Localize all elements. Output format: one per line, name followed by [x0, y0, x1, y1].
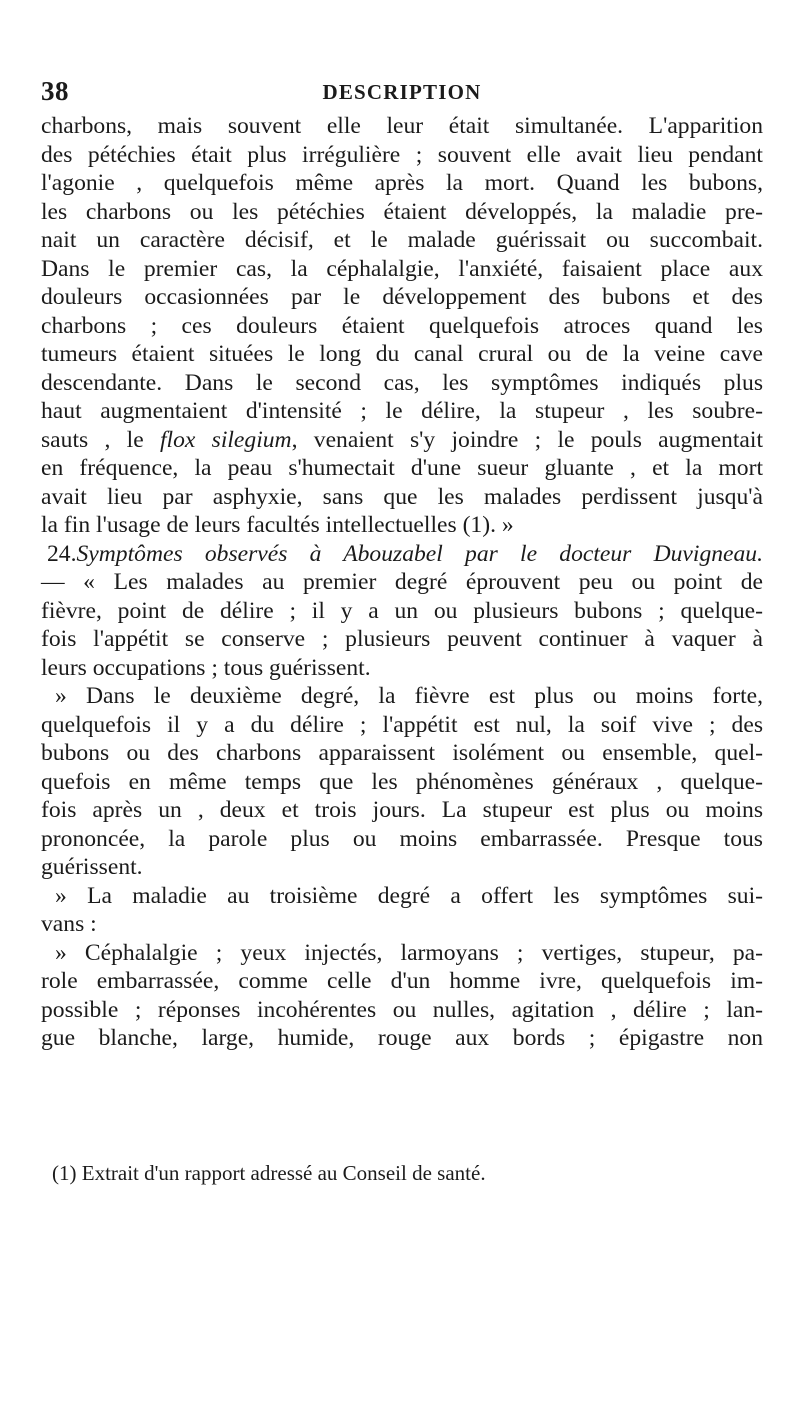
paragraph-end-line: vans :: [41, 911, 97, 937]
paragraph-end-line: leurs occupations ; tous guérissent.: [41, 654, 371, 681]
text-line: [41, 426, 763, 455]
text-line: haut augmentaient d'intensité ; le délire, la stupeur , les soubre-: [41, 398, 763, 424]
text-line: tumeurs étaient situées le long du canal crural ou de la veine cave: [41, 341, 763, 367]
text-line: quefois en même temps que les phénomènes généraux , quelque-: [41, 768, 763, 795]
section-number: 24.: [47, 540, 77, 567]
running-title: DESCRIPTION: [322, 80, 482, 104]
text-line: des pétéchies était plus irrégulière ; souvent elle avait lieu pendant: [41, 141, 763, 168]
page-header: [41, 76, 763, 108]
paragraph-end-line: la fin l'usage de leurs facultés intellectuelles (1). »: [41, 512, 514, 538]
text-line: descendante. Dans le second cas, les symptômes indiqués plus: [41, 369, 763, 396]
text-line: » Céphalalgie ; yeux injectés, larmoyans ; vertiges, stupeur, pa-: [55, 939, 763, 966]
page-number: 38: [41, 76, 69, 106]
text-line: — « Les malades au premier degré éprouvent peu ou point de: [41, 569, 763, 595]
text-line: fièvre, point de délire ; il y a un ou plusieurs bubons ; quelque-: [41, 597, 763, 624]
text-line: » Dans le deuxième degré, la fièvre est plus ou moins forte,: [55, 683, 763, 709]
text-line: prononcée, la parole plus ou moins embarrassée. Presque tous: [41, 825, 763, 852]
text-line: gue blanche, large, humide, rouge aux bords ; épigastre non: [41, 1025, 763, 1051]
text-segment: sauts , le: [41, 426, 160, 453]
text-line: les charbons ou les pétéchies étaient développés, la maladie pre-: [41, 198, 763, 225]
footnote: (1) Extrait d'un rapport adressé au Conseil de santé.: [52, 1161, 486, 1185]
latin-term: flox silegium: [159, 426, 292, 453]
text-line: charbons ; ces douleurs étaient quelquefois atroces quand les: [41, 312, 763, 339]
text-line: bubons ou des charbons apparaissent isolément ou ensemble, quel-: [41, 740, 763, 766]
section-heading-line: [41, 540, 763, 569]
paragraph-end-line: guérissent.: [41, 854, 143, 880]
text-line: role embarrassée, comme celle d'un homme ivre, quelquefois im-: [41, 968, 763, 994]
text-line: fois après un , deux et trois jours. La stupeur est plus ou moins: [41, 797, 763, 823]
text-line: possible ; réponses incohérentes ou nulles, agitation , délire ; lan-: [41, 996, 763, 1023]
text-line: avait lieu par asphyxie, sans que les malades perdissent jusqu'à: [41, 483, 763, 510]
text-segment: , venaient s'y joindre ; le pouls augmentait: [291, 426, 763, 453]
text-line: fois l'appétit se conserve ; plusieurs peuvent continuer à vaquer à: [41, 626, 763, 652]
body-text: [41, 112, 763, 1053]
text-line: charbons, mais souvent elle leur était simultanée. L'apparition: [41, 113, 763, 139]
text-line: l'agonie , quelquefois même après la mort. Quand les bubons,: [41, 170, 763, 196]
section-title: Symptômes observés à Abouzabel par le docteur Duvigneau.: [76, 540, 763, 567]
text-line: Dans le premier cas, la céphalalgie, l'anxiété, faisaient place aux: [41, 255, 763, 282]
text-line: nait un caractère décisif, et le malade guérissait ou succombait.: [41, 227, 763, 253]
text-line: » La maladie au troisième degré a offert les symptômes sui-: [55, 882, 763, 909]
text-line: quelquefois il y a du délire ; l'appétit est nul, la soif vive ; des: [41, 711, 763, 738]
text-line: douleurs occasionnées par le développement des bubons et des: [41, 284, 763, 310]
text-line: en fréquence, la peau s'humectait d'une sueur gluante , et la mort: [41, 455, 763, 481]
